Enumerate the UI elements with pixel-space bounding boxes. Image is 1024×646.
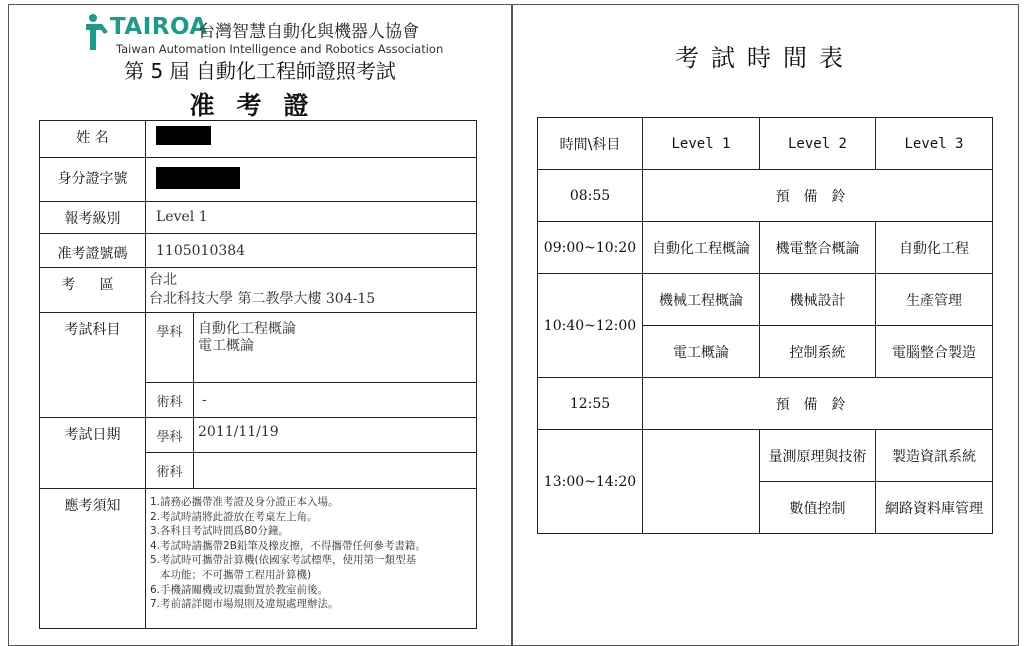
slot-1300b-l2: 數值控制 [760, 482, 876, 534]
note-item: 7.考前請詳閱市場規則及違規處理辦法。 [150, 598, 339, 611]
bell-1255: 預備鈴 [643, 378, 993, 430]
bell-0855: 預備鈴 [643, 170, 993, 222]
area-value [146, 268, 477, 313]
slot-0900-l3: 自動化工程 [876, 222, 993, 274]
time-1255: 12:55 [538, 378, 643, 430]
subjects-theory-label: 學科 [146, 313, 194, 383]
area-label: 考 區 [40, 268, 146, 313]
slot-1040b-l1: 電工概論 [643, 326, 760, 378]
note-item: 6.手機請關機或切震動置於教室前後。 [150, 583, 329, 596]
level-label: 報考級別 [40, 202, 146, 234]
name-label: 姓 名 [40, 121, 146, 158]
schedule-table [537, 117, 993, 534]
slot-0900-l2: 機電整合概論 [760, 222, 876, 274]
theory-subject-1: 自動化工程概論 [198, 321, 296, 337]
notes-label: 應考須知 [40, 489, 146, 629]
theory-subject-2: 電工概論 [198, 338, 254, 354]
note-item: 3.各科目考試時間爲80分鐘。 [150, 525, 289, 538]
subjects-label: 考試科目 [40, 313, 146, 418]
note-item: 本功能；不可攜帶工程用計算機) [150, 568, 312, 581]
date-theory-label: 學科 [146, 418, 194, 453]
time-0900: 09:00~10:20 [538, 222, 643, 274]
slot-1040a-l3: 生產管理 [876, 274, 993, 326]
slot-1040b-l3: 電腦整合製造 [876, 326, 993, 378]
id-label: 身分證字號 [40, 158, 146, 202]
slot-1040a-l1: 機械工程概論 [643, 274, 760, 326]
logo-acronym: TAIROA [110, 14, 208, 40]
robot-logo-icon [82, 12, 112, 52]
id-value [146, 158, 477, 202]
area-venue: 台北科技大學 第二教學大樓 304-15 [149, 291, 376, 307]
redacted-id [156, 167, 240, 189]
date-practical-value [194, 453, 477, 489]
ticket-label: 准考證號碼 [40, 234, 146, 268]
level-2-header: Level 2 [760, 118, 876, 170]
slot-1300a-l2: 量測原理與技術 [760, 430, 876, 482]
association-logo [82, 10, 442, 56]
ticket-value: 1105010384 [146, 234, 477, 268]
note-item: 1.請務必攜帶准考證及身分證正本入場。 [150, 496, 339, 508]
slot-1040a-l2: 機械設計 [760, 274, 876, 326]
time-0855: 08:55 [538, 170, 643, 222]
subjects-practical-label: 術科 [146, 383, 194, 418]
logo-name-zh: 台灣智慧自動化與機器人協會 [198, 22, 419, 42]
level-3-header: Level 3 [876, 118, 993, 170]
exam-title: 第 5 屆 自動化工程師證照考試 [124, 59, 396, 83]
date-label: 考試日期 [40, 418, 146, 489]
note-item: 4.考試時請攜帶2B鉛筆及橡皮擦，不得攜帶任何參考書籍。 [150, 539, 426, 552]
level-1-header: Level 1 [643, 118, 760, 170]
slot-1300a-l3: 製造資訊系統 [876, 430, 993, 482]
practical-value: - [194, 383, 477, 418]
name-value [146, 121, 477, 158]
slot-1300b-l3: 網路資料庫管理 [876, 482, 993, 534]
theory-subjects [194, 313, 477, 383]
area-city: 台北 [149, 272, 177, 288]
logo-name-en: Taiwan Automation Intelligence and Robotics Association [116, 42, 444, 56]
schedule-title: 考試時間表 [675, 44, 855, 72]
date-theory-value: 2011/11/19 [194, 418, 477, 453]
note-item: 5.考試時可攜帶計算機(依國家考試標準，使用第一類型基 [150, 554, 417, 567]
slot-1040b-l2: 控制系統 [760, 326, 876, 378]
notes-list [146, 489, 477, 629]
slot-0900-l1: 自動化工程概論 [643, 222, 760, 274]
redacted-name [156, 126, 211, 145]
time-1300: 13:00~14:20 [538, 430, 643, 534]
admission-info-table [39, 120, 477, 629]
date-practical-label: 術科 [146, 453, 194, 489]
admission-card-title: 准考證 [189, 91, 331, 120]
time-1040: 10:40~12:00 [538, 274, 643, 378]
note-item: 2.考試時請將此證放在考桌左上角。 [150, 510, 318, 523]
slot-1300-l1 [643, 430, 760, 534]
level-value: Level 1 [146, 202, 477, 234]
schedule-corner-header: 時間\科目 [538, 118, 643, 170]
